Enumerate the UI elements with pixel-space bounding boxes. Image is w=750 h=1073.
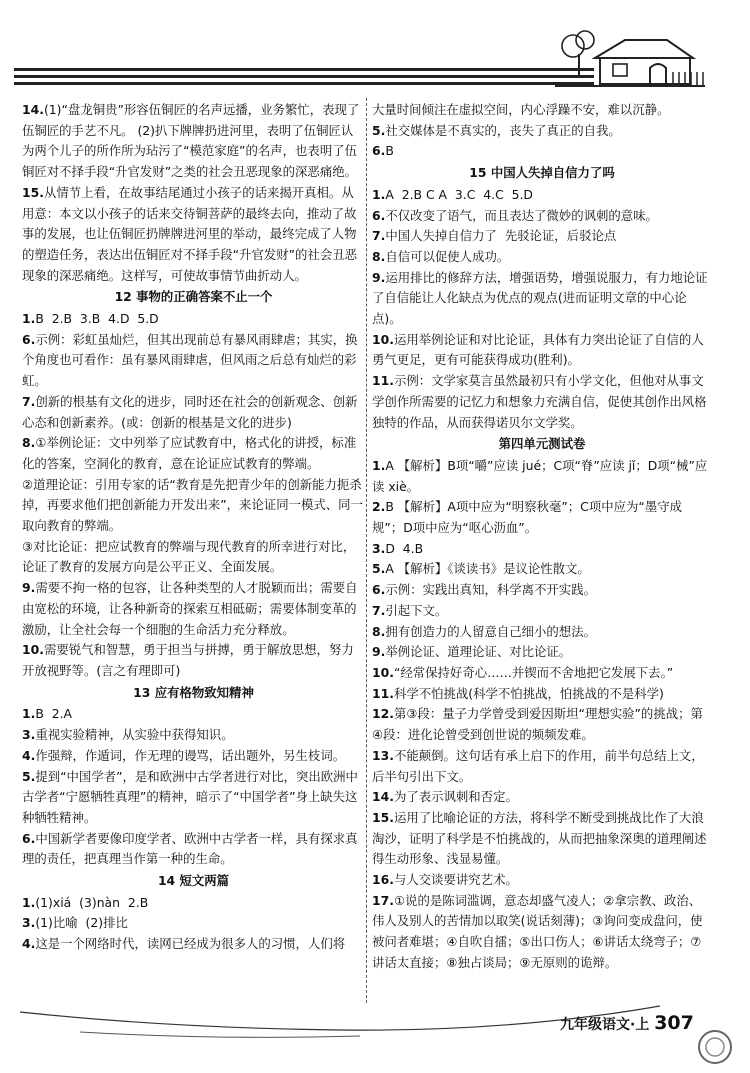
answer-number: 1. bbox=[22, 894, 36, 910]
answer-item bbox=[372, 559, 712, 580]
answer-text: 需要锐气和智慧，勇于担当与拼搏，勇于解放思想，努力开放视野等。(言之有理即可) bbox=[22, 642, 354, 678]
answer-number: 3. bbox=[22, 727, 36, 743]
section-heading: 13 应有格物致知精神 bbox=[133, 684, 254, 700]
answer-text: ①说的是陈词滥调，意态却盛气凌人；②拿宗教、政治、伟人及别人的苦情加以取笑(说话刻薄)；③询问变成盘问，使被问者难堪；④自吹自擂；⑤出口伤人；⑥讲话太绕弯子；⑦讲话太直接；⑧独占谈局；⑨无原则的诡辩。 bbox=[372, 892, 703, 970]
answer-number: 5. bbox=[372, 122, 386, 138]
answer-text: 中国人失掉自信力了 先驳论证，后驳论点 bbox=[385, 228, 617, 244]
answer-item bbox=[372, 206, 712, 227]
column-divider bbox=[366, 98, 367, 1003]
answer-item bbox=[372, 185, 712, 206]
answer-text: 需要不拘一格的包容，让各种类型的人才脱颖而出；需要自由宽松的环境，让各种新奇的探索互相砥砺；需要体制变革的激励，让全社会每一个细胞的生命活力充分释放。 bbox=[22, 580, 358, 637]
answer-number: 10. bbox=[372, 664, 394, 680]
answer-number: 1. bbox=[372, 186, 386, 202]
answer-text: 举例论证、道理论证、对比论证。 bbox=[385, 644, 572, 660]
answer-item bbox=[372, 622, 712, 643]
page-footer bbox=[560, 1012, 694, 1034]
section-heading: 第四单元测试卷 bbox=[498, 436, 586, 452]
answer-item bbox=[22, 183, 365, 287]
corner-stamp-graphic bbox=[690, 1025, 740, 1065]
answer-number: 6. bbox=[372, 207, 386, 223]
answer-text: A 2.B C A 3.C 4.C 5.D bbox=[385, 186, 533, 202]
answer-number: 2. bbox=[372, 499, 386, 515]
answer-number: 10. bbox=[22, 642, 44, 658]
answer-item bbox=[22, 893, 365, 914]
left-column bbox=[22, 100, 365, 955]
answer-text: B bbox=[385, 143, 394, 159]
answer-text: A 【解析】《谈读书》是议论性散文。 bbox=[385, 561, 590, 577]
right-column bbox=[372, 100, 712, 974]
section-heading: 15 中国人失掉自信力了吗 bbox=[469, 165, 615, 181]
answer-item bbox=[22, 578, 365, 640]
answer-item bbox=[372, 121, 712, 142]
answer-number: 6. bbox=[372, 143, 386, 159]
answer-number: 3. bbox=[22, 915, 36, 931]
answer-number: 3. bbox=[372, 540, 386, 556]
answer-text: ①举例论证：文中列举了应试教育中，格式化的讲授，标准化的答案，空洞化的教育，意在论证应试教育的弊端。 ②道理论证：引用专家的话“教育是先把青少年的创新能力扼杀掉，再要求他们把创新能力开发出来”，来论证同一模式、同一取向教育的弊端。 ③对比论证：把应试教育的弊端与现代教育的所幸进行对比，论证了教育的发展方向是公平正义、全面发展。 bbox=[22, 435, 363, 575]
answer-text: 不能颠倒。这句话有承上启下的作用，前半句总结上文，后半句引出下文。 bbox=[372, 747, 704, 784]
answer-item bbox=[372, 330, 712, 371]
answer-continuation bbox=[372, 100, 712, 121]
section-heading: 14 短文两篇 bbox=[157, 873, 230, 889]
header-rule bbox=[14, 68, 594, 90]
answer-text: 自信可以促使人成功。 bbox=[385, 248, 510, 264]
answer-item bbox=[22, 746, 365, 767]
answer-number: 1. bbox=[372, 457, 386, 473]
answer-number: 13. bbox=[372, 747, 394, 763]
answer-item bbox=[22, 309, 365, 330]
answer-text: 提到“中国学者”，是和欧洲中古学者进行对比，突出欧洲中古学者“宁愿牺牲真理”的精神，暗示了“中国学者”身上缺失这种牺牲精神。 bbox=[22, 768, 358, 825]
answer-item bbox=[372, 663, 712, 684]
answer-text: 中国新学者要像印度学者、欧洲中古学者一样，具有探求真理的责任，把真理当作第一种的生命。 bbox=[22, 830, 358, 867]
answer-text: (1)比喻 (2)排比 bbox=[35, 915, 128, 931]
answer-number: 9. bbox=[372, 644, 386, 660]
answer-number: 7. bbox=[22, 393, 36, 409]
answer-text: 重视实验精神，从实验中获得知识。 bbox=[35, 727, 234, 743]
answer-text: 示例：实践出真知，科学离不开实践。 bbox=[385, 582, 596, 598]
answer-text: 引起下文。 bbox=[385, 602, 448, 618]
answer-item bbox=[372, 141, 712, 162]
footer-label: 九年级语文·上 bbox=[560, 1017, 650, 1033]
answer-item bbox=[22, 433, 365, 578]
answer-item bbox=[372, 808, 712, 870]
answer-number: 7. bbox=[372, 602, 386, 618]
answer-number: 9. bbox=[22, 580, 36, 596]
answer-item bbox=[372, 891, 712, 974]
answer-item bbox=[372, 247, 712, 268]
answer-number: 8. bbox=[22, 435, 36, 451]
answer-text: 示例：文学家莫言虽然最初只有小学文化，但他对从事文学创作所需要的记忆力和想象力充满自信，促使其创作出风格独特的作品，从而获得诺贝尔文学奖。 bbox=[372, 373, 707, 430]
answer-text: 大量时间倾注在虚拟空间，内心浮躁不安，难以沉静。 bbox=[372, 102, 670, 117]
section-heading: 12 事物的正确答案不止一个 bbox=[114, 289, 273, 305]
answer-number: 9. bbox=[372, 269, 386, 285]
answer-number: 7. bbox=[372, 228, 386, 244]
answer-text: D 4.B bbox=[385, 540, 424, 556]
answer-item bbox=[372, 268, 712, 330]
answer-item bbox=[22, 829, 365, 870]
answer-text: 为了表示讽刺和否定。 bbox=[393, 789, 518, 805]
answer-item bbox=[372, 642, 712, 663]
answer-text: 从情节上看，在故事结尾通过小孩子的话来揭开真相。从用意：本文以小孩子的话来交待铜菩萨的最终去向，推动了故事的发展，也让伍铜匠扔牌牌进河里的举动，最终完成了人物的塑造任务，表达出伍铜匠对不择手段“升官发财”的社会丑恶现象的深恶痛绝。这样写，可使故事情节曲折动人。 bbox=[22, 184, 357, 283]
answer-number: 12. bbox=[372, 706, 394, 722]
answer-text: 运用排比的修辞方法，增强语势，增强说服力，有力地论证了自信能让人化缺点为优点的观点(进而证明文章的中心论点)。 bbox=[372, 269, 708, 327]
answer-text: B 2.B 3.B 4.D 5.D bbox=[35, 311, 159, 327]
answer-item bbox=[372, 746, 712, 787]
answer-number: 10. bbox=[372, 331, 394, 347]
answer-text: 运用举例论证和对比论证，具体有力突出论证了自信的人勇气更足，更有可能获得成功(胜利)。 bbox=[372, 331, 704, 368]
answer-number: 15. bbox=[22, 184, 44, 200]
answer-item bbox=[372, 371, 712, 433]
answer-number: 6. bbox=[372, 582, 386, 598]
answer-text: B 【解析】A项中应为“明察秋毫”；C项中应为“墨守成规”；D项中应为“呕心沥血”。 bbox=[372, 499, 682, 536]
house-tree-illustration bbox=[555, 28, 705, 96]
answer-item bbox=[22, 934, 365, 955]
answer-number: 1. bbox=[22, 706, 36, 722]
answer-item bbox=[22, 100, 365, 183]
answer-number: 15. bbox=[372, 809, 394, 825]
answer-item bbox=[22, 330, 365, 392]
page-number: 307 bbox=[654, 1012, 694, 1034]
answer-text: (1)xiá (3)nàn 2.B bbox=[35, 894, 149, 910]
answer-text: (1)“盘龙铜贵”形容伍铜匠的名声远播，业务繁忙，表现了伍铜匠的手艺不凡。 (2)扒下牌牌扔进河里，表明了伍铜匠认为两个儿子的所作所为玷污了“模范家庭”的名声，也表明了伍铜匠对不择手段“升官发财”之类的社会丑恶现象的深恶痛绝。 bbox=[22, 102, 360, 180]
answer-text: 作强辩，作遁词，作无理的谩骂，话出题外，另生枝词。 bbox=[35, 747, 346, 763]
answer-number: 8. bbox=[372, 623, 386, 639]
answer-item bbox=[22, 640, 365, 681]
answer-item bbox=[22, 704, 365, 725]
answer-number: 14. bbox=[372, 789, 394, 805]
answer-number: 11. bbox=[372, 373, 394, 389]
answer-number: 17. bbox=[372, 892, 394, 908]
answer-text: 科学不怕挑战(科学不怕挑战，怕挑战的不是科学) bbox=[393, 685, 664, 701]
answer-text: 创新的根基有文化的进步，同时还在社会的创新观念、创新心态和创新素养。(或：创新的根基是文化的进步) bbox=[22, 393, 358, 430]
answer-number: 5. bbox=[22, 768, 36, 784]
answer-text: 示例：彩虹虽灿烂，但其出现前总有暴风雨肆虐；其实，换个角度也可看作：虽有暴风雨肆虐，但风雨之后总有灿烂的彩虹。 bbox=[22, 331, 358, 389]
answer-number: 16. bbox=[372, 872, 394, 888]
answer-text: 与人交谈要讲究艺术。 bbox=[393, 872, 518, 888]
answer-number: 4. bbox=[22, 936, 36, 952]
answer-item bbox=[22, 392, 365, 433]
answer-item bbox=[372, 580, 712, 601]
answer-text: 不仅改变了语气，而且表达了微妙的讽刺的意味。 bbox=[385, 207, 658, 223]
answer-item bbox=[372, 787, 712, 808]
answer-text: B 2.A bbox=[35, 706, 73, 722]
answer-number: 1. bbox=[22, 311, 36, 327]
answer-item bbox=[372, 456, 712, 497]
answer-text: A 【解析】B项“嚼”应读 jué；C项“脊”应读 jǐ；D项“械”应读 xiè。 bbox=[372, 457, 708, 494]
answer-number: 11. bbox=[372, 685, 394, 701]
answer-number: 5. bbox=[372, 561, 386, 577]
answer-item bbox=[22, 725, 365, 746]
answer-text: 拥有创造力的人留意自己细小的想法。 bbox=[385, 623, 596, 639]
answer-item bbox=[22, 767, 365, 829]
answer-text: 第③段：量子力学曾受到爱因斯坦“理想实验”的挑战；第④段：进化论曾受到创世说的频频发难。 bbox=[372, 706, 703, 743]
answer-number: 4. bbox=[22, 747, 36, 763]
answer-text: 运用了比喻论证的方法，将科学不断受到挑战比作了大浪淘沙，证明了科学是不怕挑战的，从而把抽象深奥的道理阐述得生动形象、浅显易懂。 bbox=[372, 809, 707, 867]
answer-item bbox=[372, 684, 712, 705]
answer-number: 6. bbox=[22, 331, 36, 347]
answer-number: 14. bbox=[22, 102, 44, 117]
answer-item bbox=[22, 913, 365, 934]
answer-item bbox=[372, 226, 712, 247]
answer-item bbox=[372, 497, 712, 538]
answer-item bbox=[372, 704, 712, 745]
answer-text: “经常保持好奇心……并锲而不舍地把它发展下去。” bbox=[393, 664, 674, 680]
answer-text: 这是一个网络时代，读网已经成为很多人的习惯，人们将 bbox=[35, 936, 346, 952]
answer-number: 8. bbox=[372, 248, 386, 264]
answer-item bbox=[372, 539, 712, 560]
answer-number: 6. bbox=[22, 830, 36, 846]
answer-text: 社交媒体是不真实的，丧失了真正的自我。 bbox=[385, 122, 621, 138]
answer-item bbox=[372, 601, 712, 622]
answer-item bbox=[372, 870, 712, 891]
